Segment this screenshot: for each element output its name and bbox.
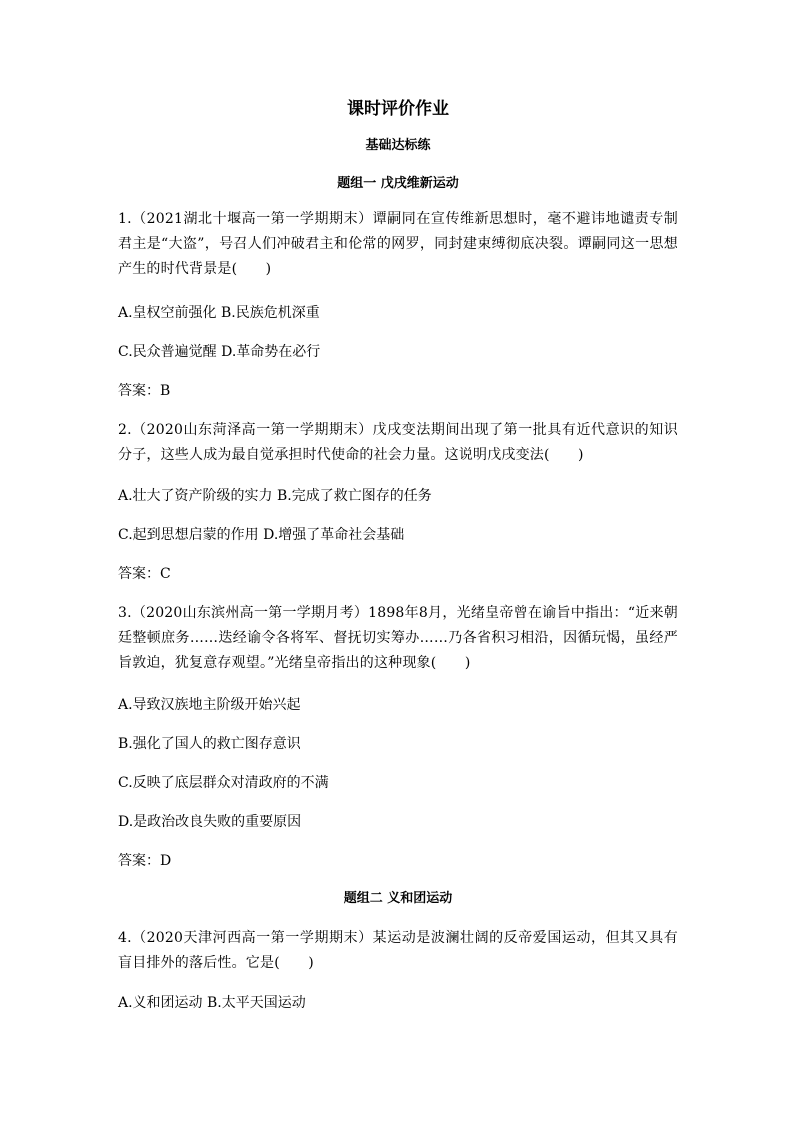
question-1-options-c-d: C.民众普遍觉醒 D.革命势在必行 [118,344,321,360]
question-2-options-c-d: C.起到思想启蒙的作用 D.增强了革命社会基础 [118,527,405,543]
question-3-answer: 答案：D [118,853,172,869]
question-3-option-b: B.强化了国人的救亡图存意识 [118,736,301,752]
question-1-options-a-b: A.皇权空前强化 B.民族危机深重 [118,305,320,321]
question-2-options-a-b: A.壮大了资产阶级的实力 B.完成了救亡图存的任务 [118,488,432,504]
question-3-option-c: C.反映了底层群众对清政府的不满 [118,775,329,791]
question-1-answer: 答案：B [118,383,171,399]
question-2-answer: 答案：C [118,566,171,582]
question-stem-4: 4.（2020天津河西高一第一学期期末）某运动是波澜壮阔的反帝爱国运动，但其又具有盲目排外的落后性。它是( ) [118,930,678,971]
question-stem-3: 3.（2020山东滨州高一第一学期月考）1898年8月，光绪皇帝曾在谕旨中指出：“近来朝廷整顿庶务……迭经谕令各将军、督抚切实筹办……乃各省积习相沿，因循玩愒，虽经严旨敦迫，犹复意存观望。”光绪皇帝指出的这种现象( ) [118,605,678,671]
page-title: 课时评价作业 [347,99,449,119]
question-stem-2: 2.（2020山东菏泽高一第一学期期末）戊戌变法期间出现了第一批具有近代意识的知识分子，这些人成为最自觉承担时代使命的社会力量。这说明戊戌变法( ) [118,422,678,463]
question-3-option-a: A.导致汉族地主阶级开始兴起 [118,697,301,713]
group-heading-2: 题组二 义和团运动 [343,891,453,906]
question-3-option-d: D.是政治改良失败的重要原因 [118,814,302,830]
section-subtitle: 基础达标练 [365,138,431,153]
group-heading-1: 题组一 戊戌维新运动 [337,176,459,191]
question-stem-1: 1.（2021湖北十堰高一第一学期期末）谭嗣同在宣传维新思想时，毫不避讳地谴责专制君主是“大盗”，号召人们冲破君主和伦常的网罗，同封建束缚彻底决裂。谭嗣同这一思想产生的时代背景是( ) [118,211,678,277]
question-4-options-a-b: A.义和团运动 B.太平天国运动 [118,995,306,1011]
